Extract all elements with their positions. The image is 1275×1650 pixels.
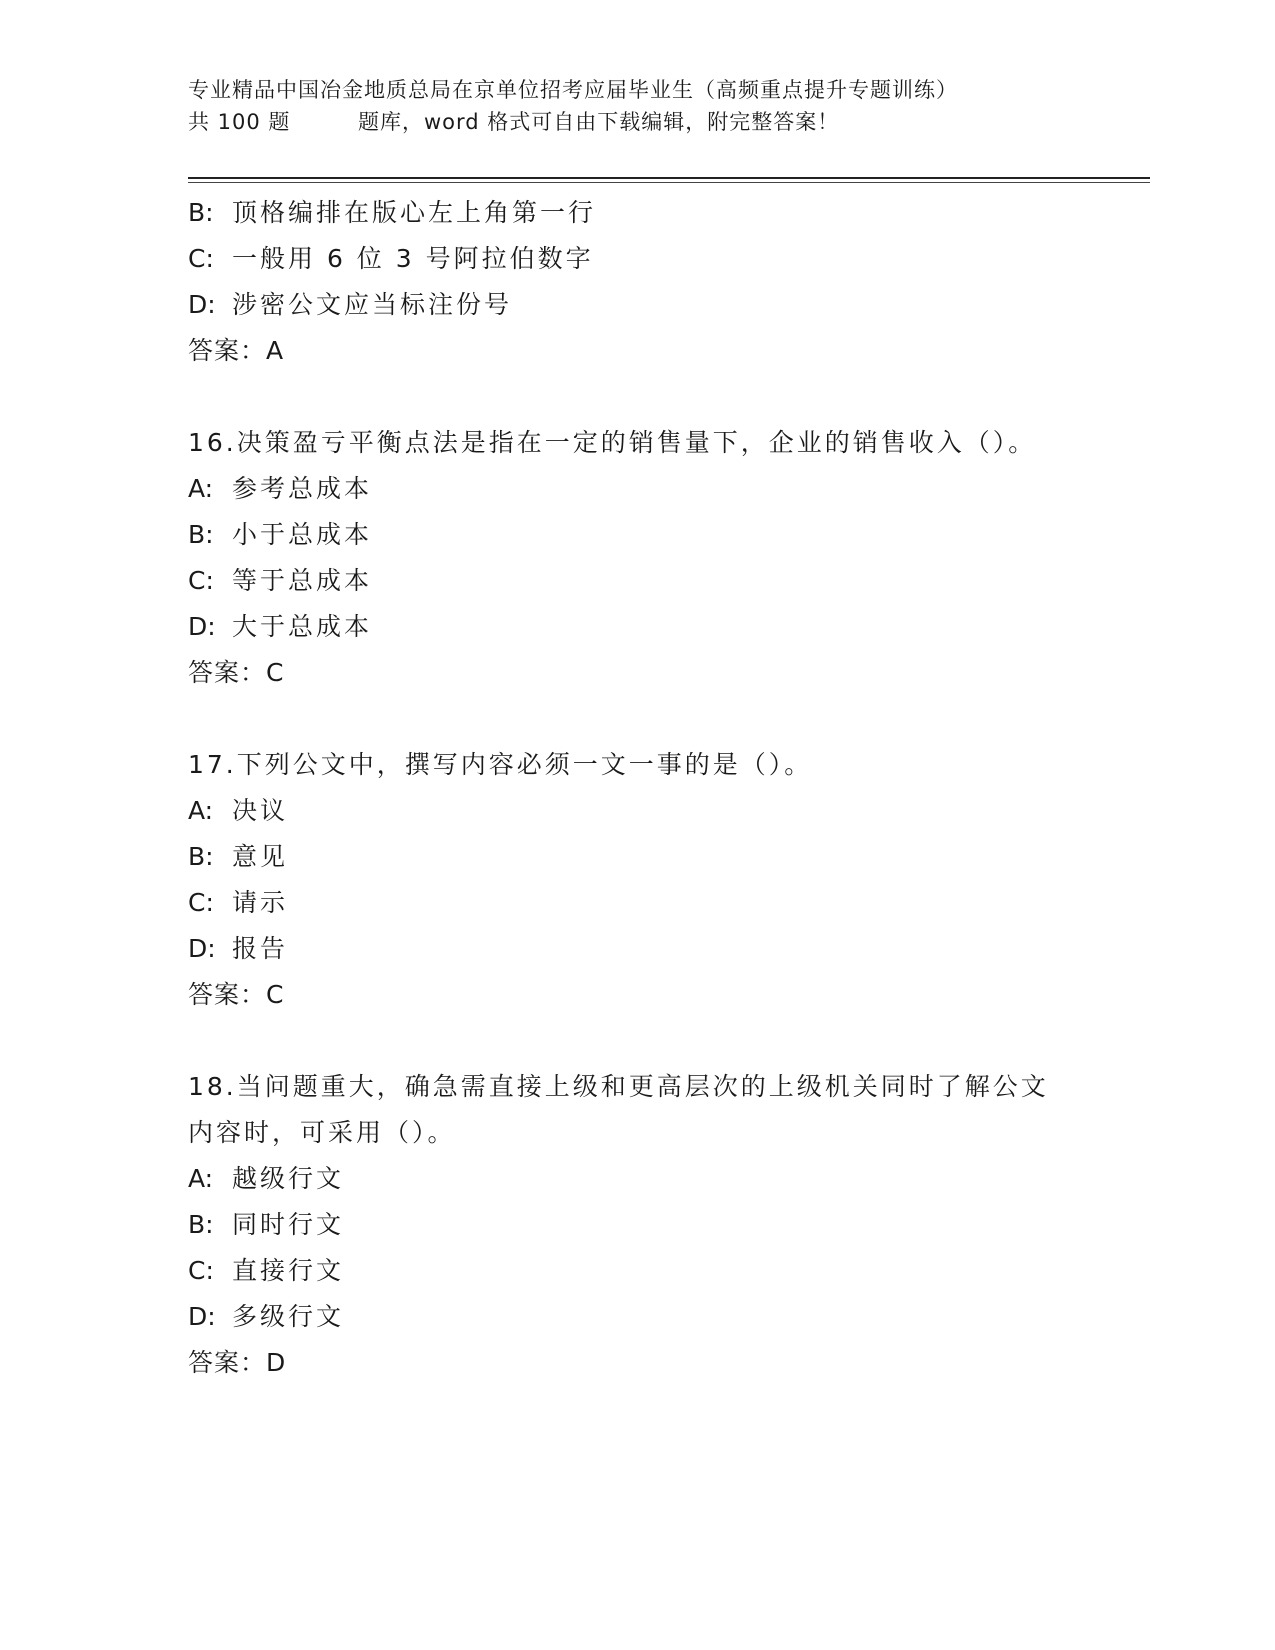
answer-line: 答案：A — [188, 336, 285, 365]
option-c — [188, 1248, 1088, 1294]
question-17 — [188, 742, 1088, 1018]
option-b — [188, 834, 1088, 880]
option-text: 参考总成本 — [232, 474, 373, 503]
option-text: 等于总成本 — [232, 566, 373, 595]
spacer — [188, 696, 1088, 742]
option-d — [188, 604, 1088, 650]
answer-line: 答案：C — [188, 658, 285, 687]
option-d — [188, 282, 1088, 328]
header-subtitle-text: 题库，word 格式可自由下载编辑，附完整答案！ — [358, 110, 840, 134]
option-b — [188, 512, 1088, 558]
page-header — [188, 74, 1088, 138]
option-text: 多级行文 — [232, 1302, 345, 1331]
question-15-continued — [188, 190, 1088, 374]
option-b — [188, 1202, 1088, 1248]
option-key: D: — [188, 1302, 216, 1331]
answer-line: 答案：D — [188, 1348, 287, 1377]
option-key: D: — [188, 934, 216, 963]
option-key: D: — [188, 612, 216, 641]
option-key: B: — [188, 520, 214, 549]
option-a — [188, 466, 1088, 512]
option-text: 请示 — [232, 888, 289, 917]
header-title-line: 专业精品中国冶金地质总局在京单位招考应届毕业生（高频重点提升专题训练） — [188, 78, 958, 102]
option-key: A: — [188, 474, 214, 503]
option-key: D: — [188, 290, 216, 319]
option-d — [188, 926, 1088, 972]
spacer — [188, 1018, 1088, 1064]
option-key: C: — [188, 566, 214, 595]
option-b — [188, 190, 1088, 236]
option-text: 越级行文 — [232, 1164, 345, 1193]
option-text: 顶格编排在版心左上角第一行 — [232, 198, 597, 227]
question-18 — [188, 1064, 1088, 1386]
option-c — [188, 558, 1088, 604]
option-text: 决议 — [232, 796, 289, 825]
question-stem-line-1: 18.当问题重大，确急需直接上级和更高层次的上级机关同时了解公文 — [188, 1072, 1049, 1101]
option-key: C: — [188, 888, 214, 917]
option-key: A: — [188, 796, 214, 825]
spacer — [188, 374, 1088, 420]
option-key: C: — [188, 1256, 214, 1285]
option-key: C: — [188, 244, 214, 273]
option-a — [188, 1156, 1088, 1202]
option-c — [188, 236, 1088, 282]
option-text: 大于总成本 — [232, 612, 373, 641]
option-key: B: — [188, 842, 214, 871]
option-a — [188, 788, 1088, 834]
option-text: 意见 — [232, 842, 289, 871]
header-subtitle-line — [188, 106, 1088, 138]
option-text: 直接行文 — [232, 1256, 345, 1285]
option-text: 小于总成本 — [232, 520, 373, 549]
option-text: 报告 — [232, 934, 289, 963]
answer-line: 答案：C — [188, 980, 285, 1009]
option-key: B: — [188, 198, 214, 227]
question-stem: 17.下列公文中，撰写内容必须一文一事的是（）。 — [188, 750, 813, 779]
option-text: 一般用 6 位 3 号阿拉伯数字 — [232, 244, 594, 273]
option-c — [188, 880, 1088, 926]
question-stem-line-2: 内容时，可采用（）。 — [188, 1118, 456, 1147]
question-stem: 16.决策盈亏平衡点法是指在一定的销售量下，企业的销售收入（）。 — [188, 428, 1037, 457]
header-divider-thin — [188, 182, 1150, 183]
option-text: 涉密公文应当标注份号 — [232, 290, 513, 319]
option-d — [188, 1294, 1088, 1340]
question-content — [188, 190, 1088, 1386]
option-key: A: — [188, 1164, 214, 1193]
header-divider-thick — [188, 177, 1150, 179]
header-question-count: 共 100 题 — [188, 110, 291, 134]
question-16 — [188, 420, 1088, 696]
option-key: B: — [188, 1210, 214, 1239]
option-text: 同时行文 — [232, 1210, 345, 1239]
